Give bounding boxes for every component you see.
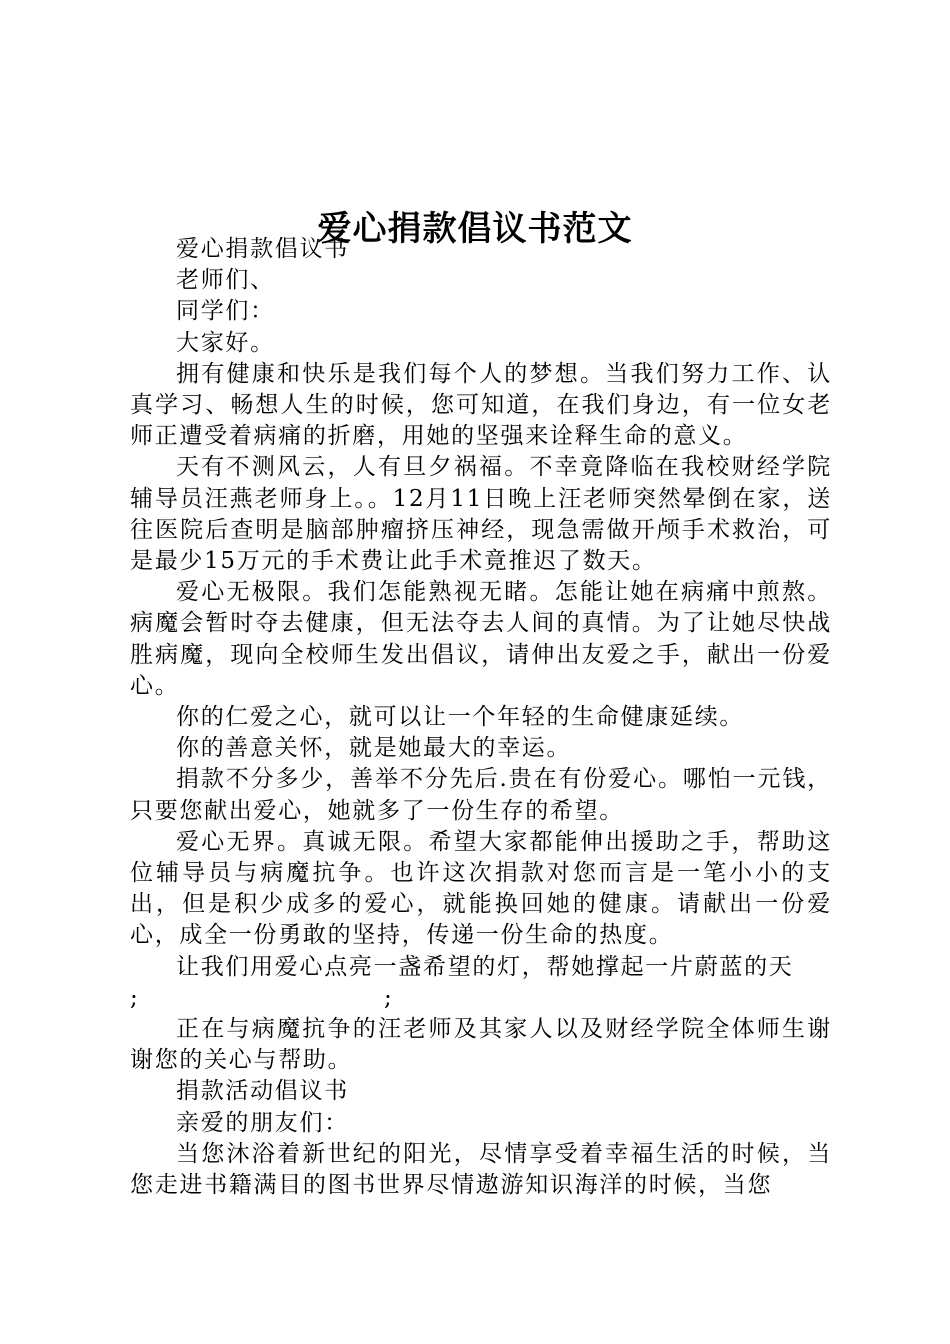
paragraph: 爱心无极限。我们怎能熟视无睹。怎能让她在病痛中煎熬。病魔会暂时夺去健康，但无法夺去人间的真情。为了让她尽快战胜病魔，现向全校师生发出倡议，请伸出友爱之手，献出一份爱心。: [130, 579, 832, 699]
semicolon-line: [130, 983, 832, 1014]
document-title: 爱心捐款倡议书范文: [317, 208, 633, 249]
semicolon-mark: ;: [384, 984, 394, 1011]
greeting: 大家好。: [176, 329, 275, 356]
paragraph: 天有不测风云，人有旦夕祸福。不幸竟降临在我校财经学院辅导员汪燕老师身上。。12月11日晚上汪老师突然晕倒在家，送往医院后查明是脑部肿瘤挤压神经，现急需做开颅手术救治，可是最少15万元的手术费让此手术竟推迟了数天。: [130, 454, 832, 575]
paragraph: 你的善意关怀，就是她最大的幸运。: [176, 735, 572, 762]
salutation-students: 同学们：: [176, 298, 275, 325]
paragraph-heading: 捐款活动倡议书: [176, 1078, 349, 1105]
paragraph: 让我们用爱心点亮一盏希望的灯，帮她撑起一片蔚蓝的天: [176, 953, 794, 980]
paragraph: 正在与病魔抗争的汪老师及其家人以及财经学院全体师生谢谢您的关心与帮助。: [130, 1016, 832, 1074]
salutation-teachers: 老师们、: [176, 267, 275, 294]
paragraph-heading: 爱心捐款倡议书: [176, 236, 349, 262]
document-body: [130, 234, 832, 1201]
paragraph: 捐款不分多少，善举不分先后.贵在有份爱心。哪怕一元钱，只要您献出爱心，她就多了一份生存的希望。: [130, 766, 832, 824]
salutation-friends: 亲爱的朋友们：: [176, 1109, 349, 1136]
semicolon-mark: ;: [130, 984, 140, 1011]
paragraph: 爱心无界。真诚无限。希望大家都能伸出援助之手，帮助这位辅导员与病魔抗争。也许这次捐款对您而言是一笔小小的支出，但是积少成多的爱心，就能换回她的健康。请献出一份爱心，成全一份勇敢的坚持，传递一份生命的热度。: [130, 828, 832, 949]
paragraph: 当您沐浴着新世纪的阳光，尽情享受着幸福生活的时候，当您走进书籍满目的图书世界尽情遨游知识海洋的时候，当您: [130, 1140, 832, 1199]
paragraph: 你的仁爱之心，就可以让一个年轻的生命健康延续。: [176, 704, 745, 731]
paragraph: 拥有健康和快乐是我们每个人的梦想。当我们努力工作、认真学习、畅想人生的时候，您可知道，在我们身边，有一位女老师正遭受着病痛的折磨，用她的坚强来诠释生命的意义。: [130, 360, 832, 450]
